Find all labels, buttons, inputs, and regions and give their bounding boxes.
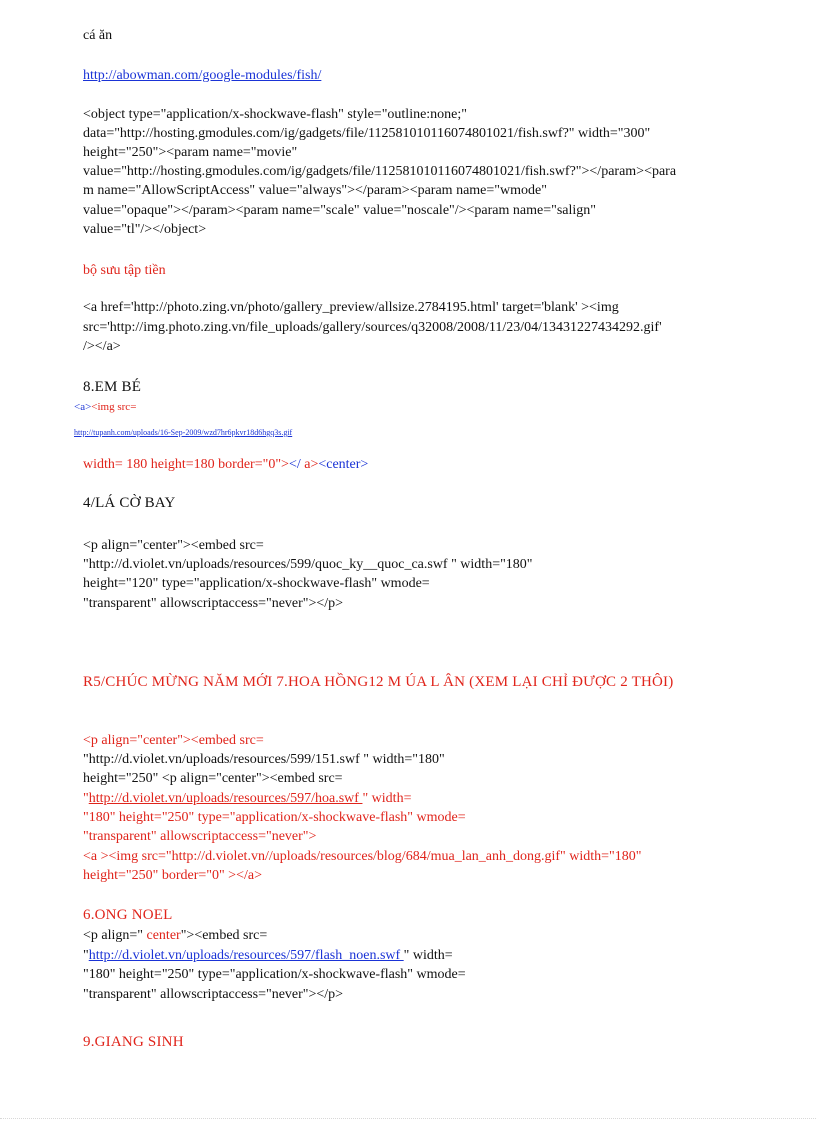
flag-code-line-2: "http://d.violet.vn/uploads/resources/599/quoc_ky__quoc_ca.swf " width="180" [83, 557, 533, 572]
flag-code-line-1: <p align="center"><embed src= [83, 538, 264, 553]
object-code-line-2: data="http://hosting.gmodules.com/ig/gadgets/file/112581010116074801021/fish.swf?" width="300" [83, 126, 651, 141]
object-code-line-4: value="http://hosting.gmodules.com/ig/gadgets/file/112581010116074801021/fish.swf?"></param><para [83, 164, 677, 179]
heading-chuc-mung-nam-moi: R5/CHÚC MỪNG NĂM MỚI 7.HOA HỒNG12 M ÚA L ÂN (XEM LẠI CHỈ ĐƯỢC 2 THÔI) [83, 674, 674, 690]
em-be-img-tag: <a><img src= [74, 401, 137, 413]
flag-code-line-3: height="120" type="application/x-shockwave-flash" wmode= [83, 576, 430, 591]
noel-code-line-1: <p align=" center"><embed src= [83, 928, 268, 943]
object-code-line-6: value="opaque"></param><param name="scale" value="noscale"/><param name="salign" [83, 203, 596, 218]
rose-code-line-3: height="250" <p align="center"><embed src= [83, 771, 343, 786]
fish-link-text[interactable]: http://abowman.com/google-modules/fish/ [83, 68, 322, 83]
noel-code-line-3: "180" height="250" type="application/x-shockwave-flash" wmode= [83, 967, 466, 982]
hoa-swf-link[interactable]: http://d.violet.vn/uploads/resources/597/hoa.swf [88, 791, 363, 806]
flag-code-line-4: "transparent" allowscriptaccess="never"></p> [83, 596, 344, 611]
em-be-img-link[interactable]: http://tupanh.com/uploads/16-Sep-2009/wzd7hr6pkvr18d6hgq3s.gif [74, 428, 293, 437]
fish-link[interactable] [83, 66, 321, 85]
object-code-line-7: value="tl"/></object> [83, 222, 207, 237]
rose-code-line-6: "transparent" allowscriptaccess="never"> [83, 829, 317, 844]
rose-code-line-8: height="250" border="0" ></a> [83, 868, 262, 883]
rose-code-line-7: <a ><img src="http://d.violet.vn//uploads/resources/blog/684/mua_lan_anh_dong.gif" width="180" [83, 849, 642, 864]
heading-em-be: 8.EM BÉ [83, 379, 142, 395]
object-code-line-1: <object type="application/x-shockwave-flash" style="outline:none;" [83, 107, 468, 122]
gallery-code-line-2: src='http://img.photo.zing.vn/file_uploads/gallery/sources/q32008/2008/11/23/04/13431227434292.gif' [83, 320, 662, 335]
heading-ong-noel: 6.ONG NOEL [83, 907, 173, 923]
em-be-attrs: width= 180 height=180 border="0"></ a><center> [83, 457, 369, 472]
line-ca-an: cá ăn [83, 28, 113, 43]
heading-la-co-bay: 4/LÁ CỜ BAY [83, 495, 176, 511]
heading-bo-suu-tap-tien: bộ sưu tập tiền [83, 263, 166, 278]
noel-code-line-4: "transparent" allowscriptaccess="never"></p> [83, 987, 344, 1002]
rose-code-line-5: "180" height="250" type="application/x-shockwave-flash" wmode= [83, 810, 466, 825]
object-code-line-3: height="250"><param name="movie" [83, 145, 298, 160]
object-code-line-5: m name="AllowScriptAccess" value="always"></param><param name="wmode" [83, 183, 547, 198]
noel-code-line-2: "http://d.violet.vn/uploads/resources/597/flash_noen.swf " width= [83, 948, 453, 963]
gallery-code-line-3: /></a> [83, 339, 121, 354]
heading-giang-sinh: 9.GIANG SINH [83, 1034, 184, 1050]
page-bottom-rule [0, 1118, 816, 1119]
gallery-code-line-1: <a href='http://photo.zing.vn/photo/gallery_preview/allsize.2784195.html' target='blank' ><img [83, 300, 619, 315]
rose-code-line-2: "http://d.violet.vn/uploads/resources/599/151.swf " width="180" [83, 752, 445, 767]
rose-code-line-1: <p align="center"><embed src= [83, 733, 264, 748]
rose-code-line-4: "http://d.violet.vn/uploads/resources/597/hoa.swf " width= [83, 791, 412, 806]
flash-noen-link[interactable]: http://d.violet.vn/uploads/resources/597/flash_noen.swf [88, 948, 404, 963]
